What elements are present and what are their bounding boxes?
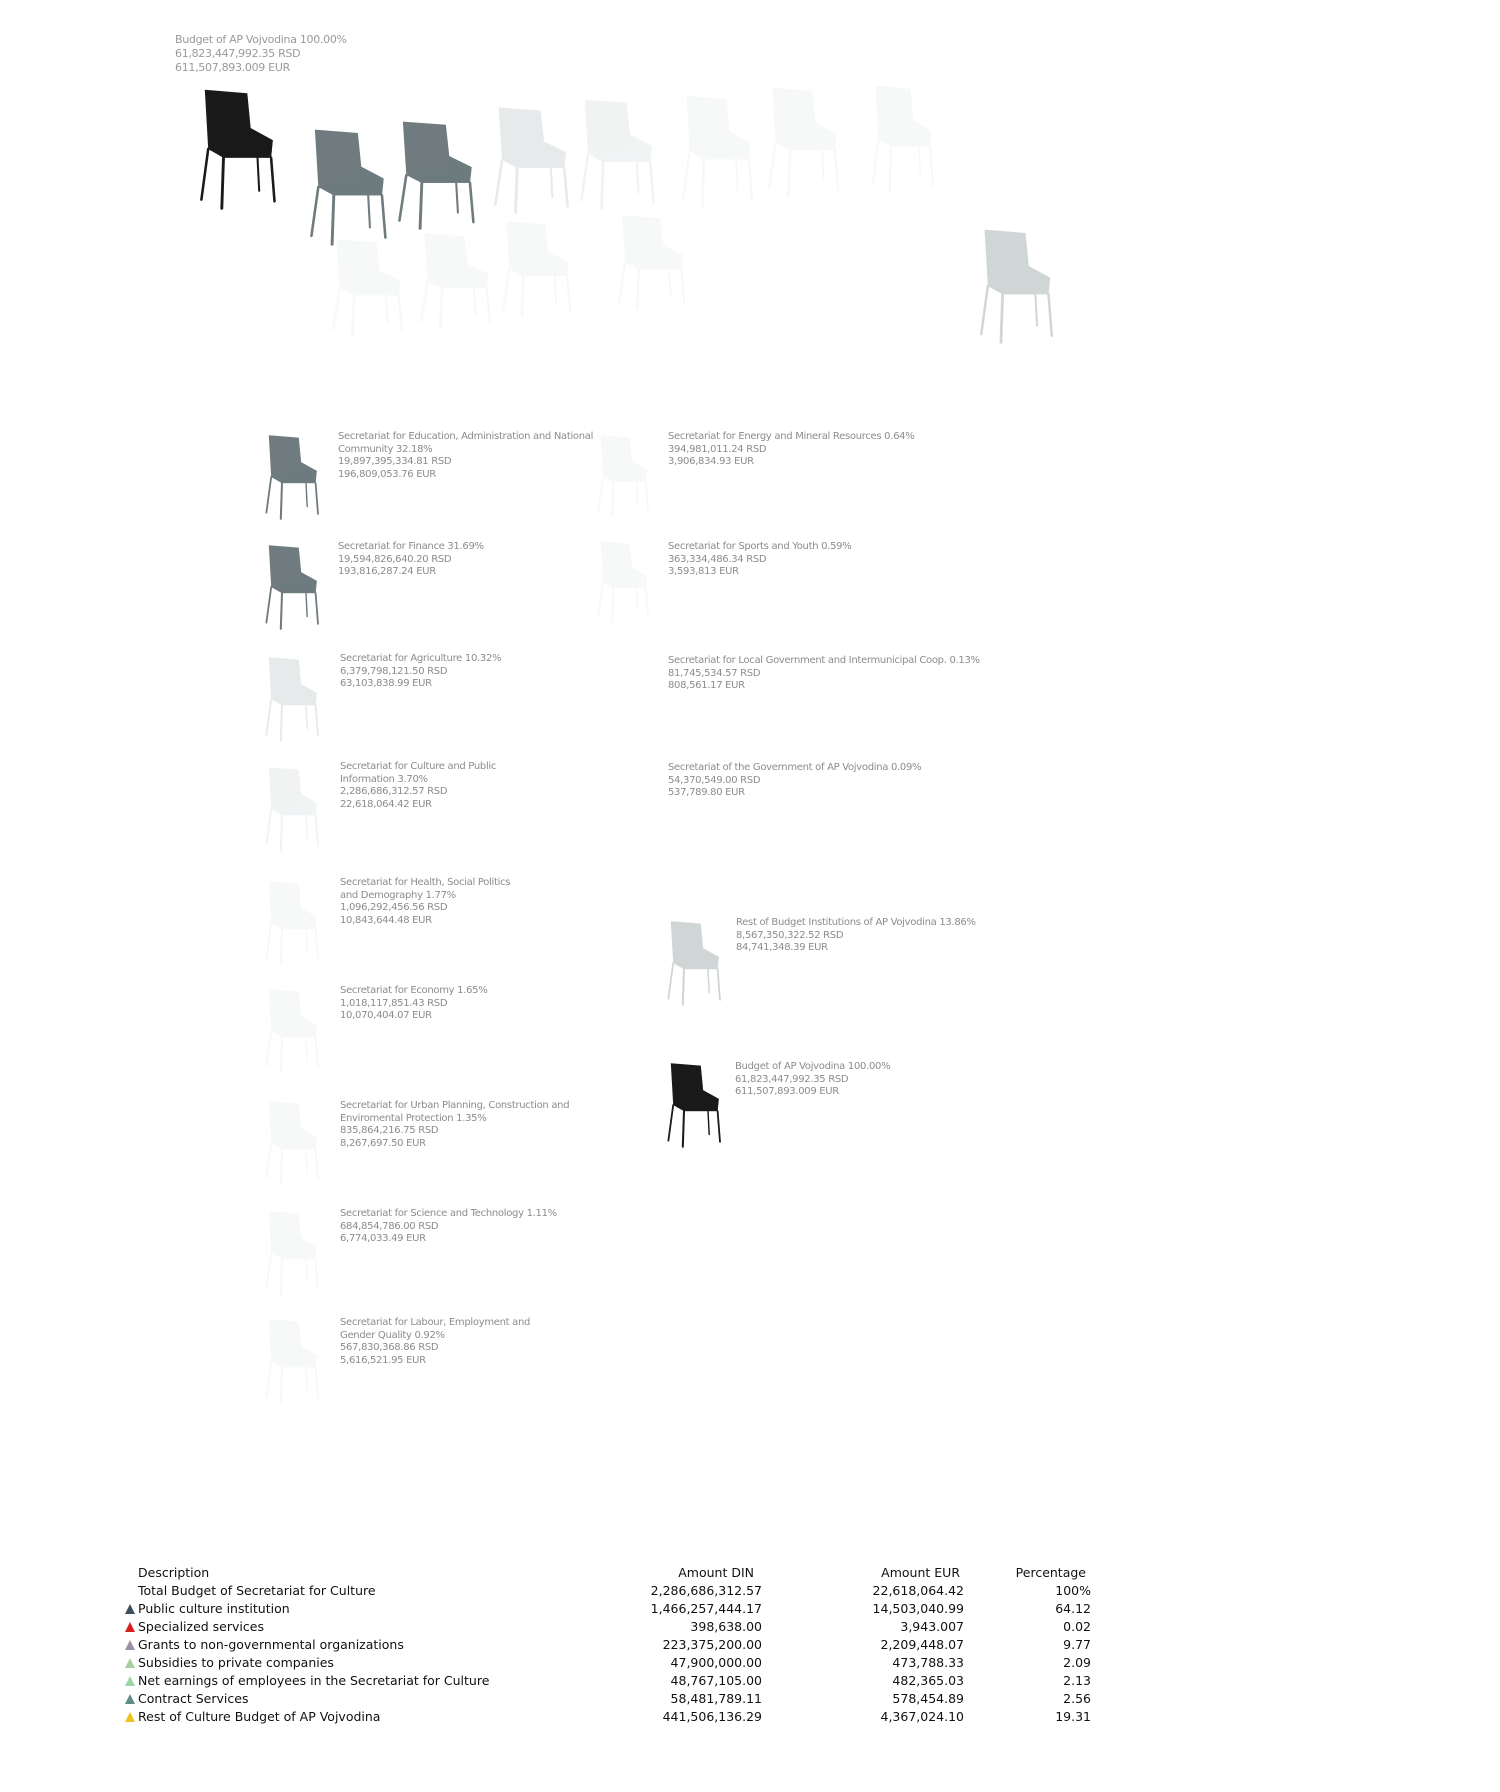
chair-icon [766, 86, 846, 198]
row-percentage: 100% [1055, 1582, 1091, 1598]
chair-shape [330, 238, 410, 338]
chair-shape [308, 128, 394, 246]
chair-icon [680, 94, 760, 208]
row-description-text: Rest of Culture Budget of AP Vojvodina [138, 1708, 381, 1724]
label-line: 61,823,447,992.35 RSD [735, 1073, 849, 1085]
chair-shape [264, 1100, 324, 1186]
row-amount-din: 223,375,200.00 [662, 1636, 762, 1652]
row-amount-eur: 14,503,040.99 [872, 1600, 964, 1616]
secretariat-label [668, 541, 851, 579]
chair-icon [666, 920, 726, 1006]
table-row [138, 1617, 1091, 1635]
chair-icon [264, 656, 324, 742]
chair-icon [264, 1318, 324, 1404]
chair-icon [264, 988, 324, 1074]
chair-shape [198, 88, 283, 210]
secretariat-label [340, 1317, 530, 1367]
chair-shape [578, 98, 662, 210]
chair-shape [870, 84, 940, 194]
secretariat-label [338, 431, 593, 481]
label-line: Secretariat for Energy and Mineral Resources 0.64% [668, 431, 915, 442]
header-percentage: Percentage [1015, 1564, 1086, 1580]
secretariat-label [340, 985, 487, 1023]
chair-icon [264, 1210, 324, 1296]
row-description [138, 1635, 648, 1653]
triangle-marker-icon [125, 1604, 135, 1614]
chair-icon [978, 228, 1060, 344]
chair-icon [264, 880, 324, 966]
header-amount-din: Amount DIN [678, 1564, 754, 1580]
table-row [138, 1653, 1091, 1671]
row-description [138, 1671, 648, 1689]
triangle-marker-icon [125, 1658, 135, 1668]
row-description [138, 1617, 648, 1635]
row-percentage: 2.13 [1063, 1672, 1091, 1688]
row-percentage: 0.02 [1063, 1618, 1091, 1634]
row-description-text: Grants to non-governmental organizations [138, 1636, 404, 1652]
label-line: 54,370,549.00 RSD [668, 774, 761, 786]
label-line: Budget of AP Vojvodina 100.00% [735, 1061, 891, 1072]
label-line: Secretariat for Agriculture 10.32% [340, 653, 502, 664]
label-line: 6,774,033.49 EUR [340, 1233, 426, 1244]
label-line: 611,507,893.009 EUR [735, 1086, 839, 1097]
chair-icon [596, 434, 654, 518]
chair-icon [500, 220, 578, 318]
label-line: Secretariat for Finance 31.69% [338, 541, 484, 552]
chair-shape [596, 540, 654, 624]
secretariat-label [340, 1208, 557, 1246]
row-amount-din: 398,638.00 [690, 1618, 762, 1634]
row-amount-eur: 473,788.33 [892, 1654, 964, 1670]
table-row [138, 1635, 1091, 1653]
row-percentage: 9.77 [1063, 1636, 1091, 1652]
header-description: Description [138, 1564, 210, 1580]
chair-shape [264, 988, 324, 1074]
chair-shape [666, 920, 726, 1006]
chair-shape [396, 120, 482, 230]
chair-shape [492, 106, 576, 214]
label-line: and Demography 1.77% [340, 889, 456, 901]
label-line: Information 3.70% [340, 773, 428, 785]
row-percentage: 19.31 [1055, 1708, 1091, 1724]
chair-shape [264, 766, 324, 852]
chair-icon [578, 98, 662, 210]
secretariat-label [735, 1061, 890, 1099]
chair-shape [264, 544, 324, 630]
chair-icon [264, 544, 324, 630]
label-line: Secretariat for Economy 1.65% [340, 985, 488, 996]
header-line: 611,507,893.009 EUR [175, 61, 290, 74]
row-amount-din: 2,286,686,312.57 [650, 1582, 762, 1598]
row-amount-din: 1,466,257,444.17 [650, 1600, 762, 1616]
chair-shape [264, 656, 324, 742]
label-line: 10,843,644.48 EUR [340, 914, 432, 926]
chair-shape [978, 228, 1060, 344]
chair-icon [330, 238, 410, 338]
row-description [138, 1653, 648, 1671]
label-line: 394,981,011.24 RSD [668, 443, 767, 455]
label-line: 835,864,216.75 RSD [340, 1125, 439, 1136]
header-amount-eur: Amount EUR [881, 1564, 960, 1580]
chair-shape [680, 94, 760, 208]
header-label [175, 33, 347, 75]
row-percentage: 2.56 [1063, 1690, 1091, 1706]
chair-icon [396, 120, 482, 230]
chair-shape [500, 220, 578, 318]
label-line: 63,103,838.99 EUR [340, 678, 432, 689]
label-line: Enviromental Protection 1.35% [340, 1112, 487, 1124]
label-line: 3,593,813 EUR [668, 566, 739, 577]
chair-shape [666, 1062, 726, 1148]
row-amount-eur: 482,365.03 [892, 1672, 964, 1688]
chair-icon [596, 540, 654, 624]
triangle-marker-icon [125, 1694, 135, 1704]
row-description [138, 1599, 648, 1617]
row-amount-din: 441,506,136.29 [662, 1708, 762, 1724]
row-description [138, 1707, 648, 1725]
table-row [138, 1599, 1091, 1617]
label-line: 5,616,521.95 EUR [340, 1354, 426, 1366]
row-percentage: 2.09 [1063, 1654, 1091, 1670]
chair-shape [596, 434, 654, 518]
label-line: Rest of Budget Institutions of AP Vojvodina 13.86% [736, 917, 976, 928]
table-row [138, 1671, 1091, 1689]
row-amount-din: 48,767,105.00 [670, 1672, 762, 1688]
secretariat-label [338, 541, 484, 579]
row-description-text: Net earnings of employees in the Secretariat for Culture [138, 1672, 490, 1688]
chair-icon [492, 106, 576, 214]
triangle-marker-icon [125, 1640, 135, 1650]
label-line: Secretariat for Sports and Youth 0.59% [668, 541, 852, 552]
row-amount-din: 47,900,000.00 [670, 1654, 762, 1670]
table-row [138, 1707, 1091, 1725]
label-line: Secretariat for Education, Administration and National [338, 431, 594, 442]
secretariat-label [340, 1100, 569, 1150]
label-line: 22,618,064.42 EUR [340, 798, 432, 810]
label-line: 19,897,395,334.81 RSD [338, 456, 452, 467]
secretariat-label [340, 653, 501, 691]
table-header-row [138, 1563, 1091, 1581]
secretariat-label [736, 917, 976, 955]
label-line: 81,745,534.57 RSD [668, 667, 761, 679]
label-line: Secretariat of the Government of AP Vojvodina 0.09% [668, 762, 922, 773]
secretariat-label [340, 877, 510, 927]
row-description-text: Specialized services [138, 1618, 264, 1634]
label-line: 1,096,292,456.56 RSD [340, 902, 448, 913]
chair-shape [264, 434, 324, 520]
row-description [138, 1581, 648, 1599]
chair-icon [616, 214, 692, 310]
label-line: 684,854,786.00 RSD [340, 1220, 439, 1232]
label-line: Secretariat for Health, Social Politics [340, 877, 511, 888]
chair-shape [418, 232, 498, 330]
label-line: Secretariat for Local Government and Intermunicipal Coop. 0.13% [668, 655, 980, 666]
label-line: 537,789.80 EUR [668, 787, 745, 798]
label-line: 8,567,350,322.52 RSD [736, 929, 844, 941]
label-line: 84,741,348.39 EUR [736, 942, 828, 953]
triangle-marker-icon [125, 1676, 135, 1686]
row-amount-eur: 3,943.007 [900, 1618, 964, 1634]
secretariat-label [668, 431, 914, 469]
label-line: 808,561.17 EUR [668, 680, 745, 691]
label-line: Secretariat for Science and Technology 1.11% [340, 1208, 557, 1219]
row-description-text: Total Budget of Secretariat for Culture [138, 1582, 376, 1598]
row-description-text: Contract Services [138, 1690, 249, 1706]
label-line: Community 32.18% [338, 443, 433, 455]
chair-shape [616, 214, 692, 310]
triangle-marker-icon [125, 1712, 135, 1722]
header-line: 61,823,447,992.35 RSD [175, 47, 301, 60]
secretariat-label [340, 761, 496, 811]
table-row [138, 1689, 1091, 1707]
secretariat-label [668, 655, 980, 693]
label-line: Secretariat for Urban Planning, Construction and [340, 1100, 570, 1111]
chair-icon [198, 88, 283, 210]
row-description-text: Subsidies to private companies [138, 1654, 334, 1670]
row-amount-din: 58,481,789.11 [670, 1690, 762, 1706]
label-line: 196,809,053.76 EUR [338, 468, 436, 480]
chair-shape [264, 1318, 324, 1404]
row-description-text: Public culture institution [138, 1600, 290, 1616]
label-line: 3,906,834.93 EUR [668, 456, 754, 467]
chair-icon [264, 1100, 324, 1186]
chair-icon [308, 128, 394, 246]
label-line: 19,594,826,640.20 RSD [338, 553, 452, 565]
label-line: 363,334,486.34 RSD [668, 553, 767, 565]
chair-icon [666, 1062, 726, 1148]
row-amount-eur: 578,454.89 [892, 1690, 964, 1706]
label-line: Secretariat for Culture and Public [340, 761, 497, 772]
label-line: 567,830,368.86 RSD [340, 1342, 439, 1353]
label-line: 2,286,686,312.57 RSD [340, 786, 448, 797]
chair-icon [870, 84, 940, 194]
label-line: 1,018,117,851.43 RSD [340, 997, 448, 1009]
chair-icon [418, 232, 498, 330]
header-line: Budget of AP Vojvodina 100.00% [175, 33, 347, 46]
label-line: 8,267,697.50 EUR [340, 1137, 426, 1149]
row-amount-eur: 2,209,448.07 [880, 1636, 964, 1652]
row-percentage: 64.12 [1055, 1600, 1091, 1616]
chair-shape [264, 880, 324, 966]
label-line: Gender Quality 0.92% [340, 1329, 445, 1341]
row-amount-eur: 4,367,024.10 [880, 1708, 964, 1724]
secretariat-label [668, 762, 921, 800]
row-description [138, 1689, 648, 1707]
chair-shape [264, 1210, 324, 1296]
chair-icon [264, 434, 324, 520]
row-amount-eur: 22,618,064.42 [872, 1582, 964, 1598]
label-line: Secretariat for Labour, Employment and [340, 1317, 531, 1328]
label-line: 10,070,404.07 EUR [340, 1010, 432, 1021]
triangle-marker-icon [125, 1622, 135, 1632]
label-line: 193,816,287.24 EUR [338, 566, 436, 577]
chair-icon [264, 766, 324, 852]
culture-budget-table [138, 1563, 1091, 1725]
label-line: 6,379,798,121.50 RSD [340, 665, 448, 677]
chair-shape [766, 86, 846, 198]
table-row [138, 1581, 1091, 1599]
